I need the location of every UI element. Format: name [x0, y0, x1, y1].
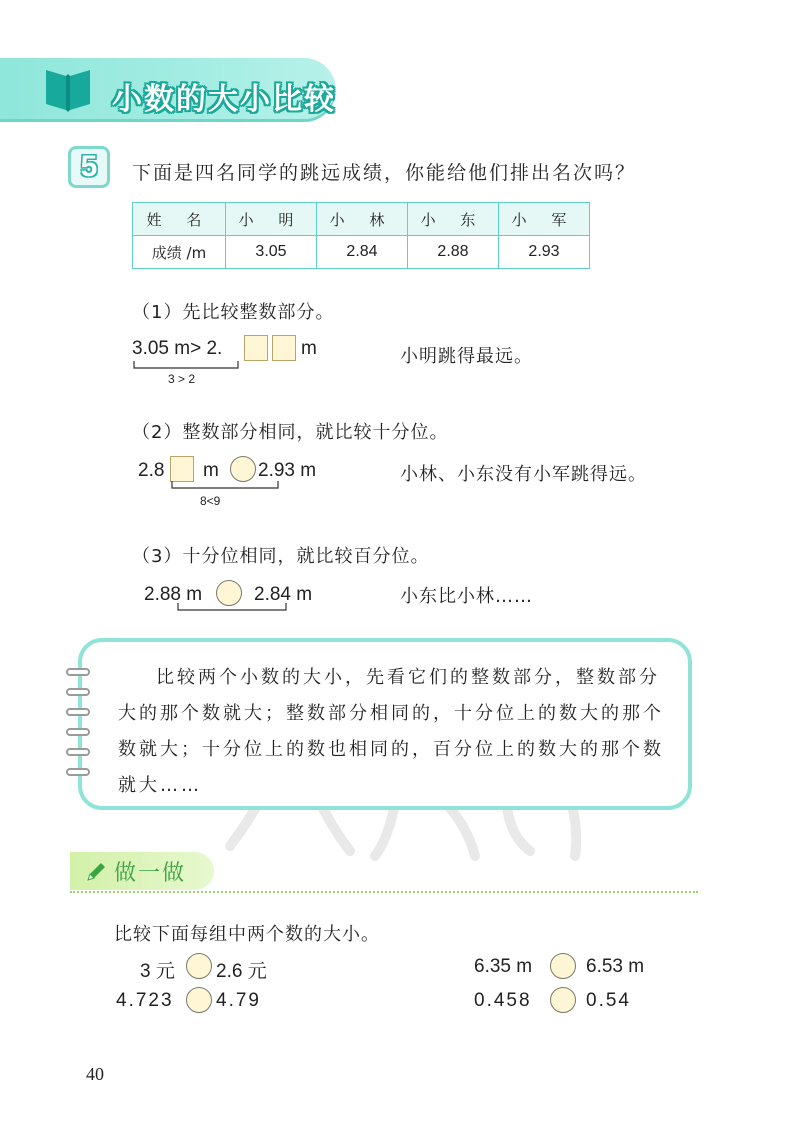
binder-ring [66, 728, 90, 736]
compare-right: 4.79 [216, 990, 261, 1011]
bracket-line [176, 602, 290, 614]
binder-ring [66, 748, 90, 756]
step-1-hint: 3 > 2 [168, 372, 196, 386]
answer-circle[interactable] [230, 456, 256, 482]
answer-box[interactable] [170, 456, 194, 482]
problem-question: 下面是四名同学的跳远成绩，你能给他们排出名次吗？ [132, 162, 637, 184]
table-cell-score: 2.84 [317, 236, 408, 269]
table-cell-name: 小 明 [226, 203, 317, 236]
binder-ring [66, 708, 90, 716]
book-icon [42, 64, 94, 112]
step-1-label: （1）先比较整数部分。 [132, 302, 335, 323]
table-cell-score: 3.05 [226, 236, 317, 269]
practice-title: 做一做 [114, 861, 187, 886]
step-2-note: 小林、小东没有小军跳得远。 [400, 464, 647, 485]
table-cell-score: 2.88 [408, 236, 499, 269]
step-3-expr-left: 2.88 m [144, 584, 203, 605]
compare-right: 2.6 元 [216, 961, 267, 982]
table-row [133, 203, 590, 236]
bracket-line [132, 360, 242, 372]
table-cell-score: 2.93 [499, 236, 590, 269]
compare-right: 6.53 m [586, 956, 645, 977]
step-3-label: （3）十分位相同，就比较百分位。 [132, 546, 430, 567]
pencil-icon [84, 860, 108, 884]
answer-circle[interactable] [186, 987, 212, 1013]
compare-left: 3 元 [140, 961, 175, 982]
step-3-note: 小东比小林…… [400, 586, 533, 607]
summary-text: 比较两个小数的大小，先看它们的整数部分，整数部分大的那个数就大；整数部分相同的，十分位上的数大的那个数就大；十分位上的数也相同的，百分位上的数大的那个数就大…… [118, 667, 664, 796]
section-title: 小数的大小比较 [112, 82, 336, 117]
binder-ring [66, 768, 90, 776]
compare-left: 0.458 [474, 990, 532, 1011]
answer-box[interactable] [272, 335, 296, 361]
binder-ring [66, 668, 90, 676]
practice-question: 比较下面每组中两个数的大小。 [114, 924, 380, 945]
bracket-line [170, 480, 282, 492]
table-row [133, 236, 590, 269]
binder-ring [66, 688, 90, 696]
compare-left: 4.723 [116, 990, 174, 1011]
table-cell-name: 小 东 [408, 203, 499, 236]
score-table [132, 202, 590, 269]
dotted-divider [70, 891, 698, 893]
step-3-expr-right: 2.84 m [254, 584, 313, 605]
table-header-name: 姓 名 [133, 203, 226, 236]
table-cell-name: 小 林 [317, 203, 408, 236]
table-cell-name: 小 军 [499, 203, 590, 236]
step-1-unit: m [301, 338, 317, 359]
answer-box[interactable] [244, 335, 268, 361]
answer-circle[interactable] [186, 953, 212, 979]
answer-circle[interactable] [550, 987, 576, 1013]
compare-left: 6.35 m [474, 956, 533, 977]
table-header-score: 成绩 /m [133, 236, 226, 269]
step-1-note: 小明跳得最远。 [400, 346, 533, 367]
answer-circle[interactable] [550, 953, 576, 979]
step-2-expr-left: 2.8 [138, 460, 165, 481]
step-1-expr: 3.05 m> 2. [132, 338, 223, 359]
step-2-label: （2）整数部分相同，就比较十分位。 [132, 422, 449, 443]
step-2-hint: 8<9 [200, 494, 221, 508]
page-number: 40 [86, 1064, 104, 1084]
problem-number-badge: 5 [68, 146, 110, 188]
compare-right: 0.54 [586, 990, 631, 1011]
step-2-unit: m [203, 460, 219, 481]
step-2-expr-right: 2.93 m [258, 460, 317, 481]
